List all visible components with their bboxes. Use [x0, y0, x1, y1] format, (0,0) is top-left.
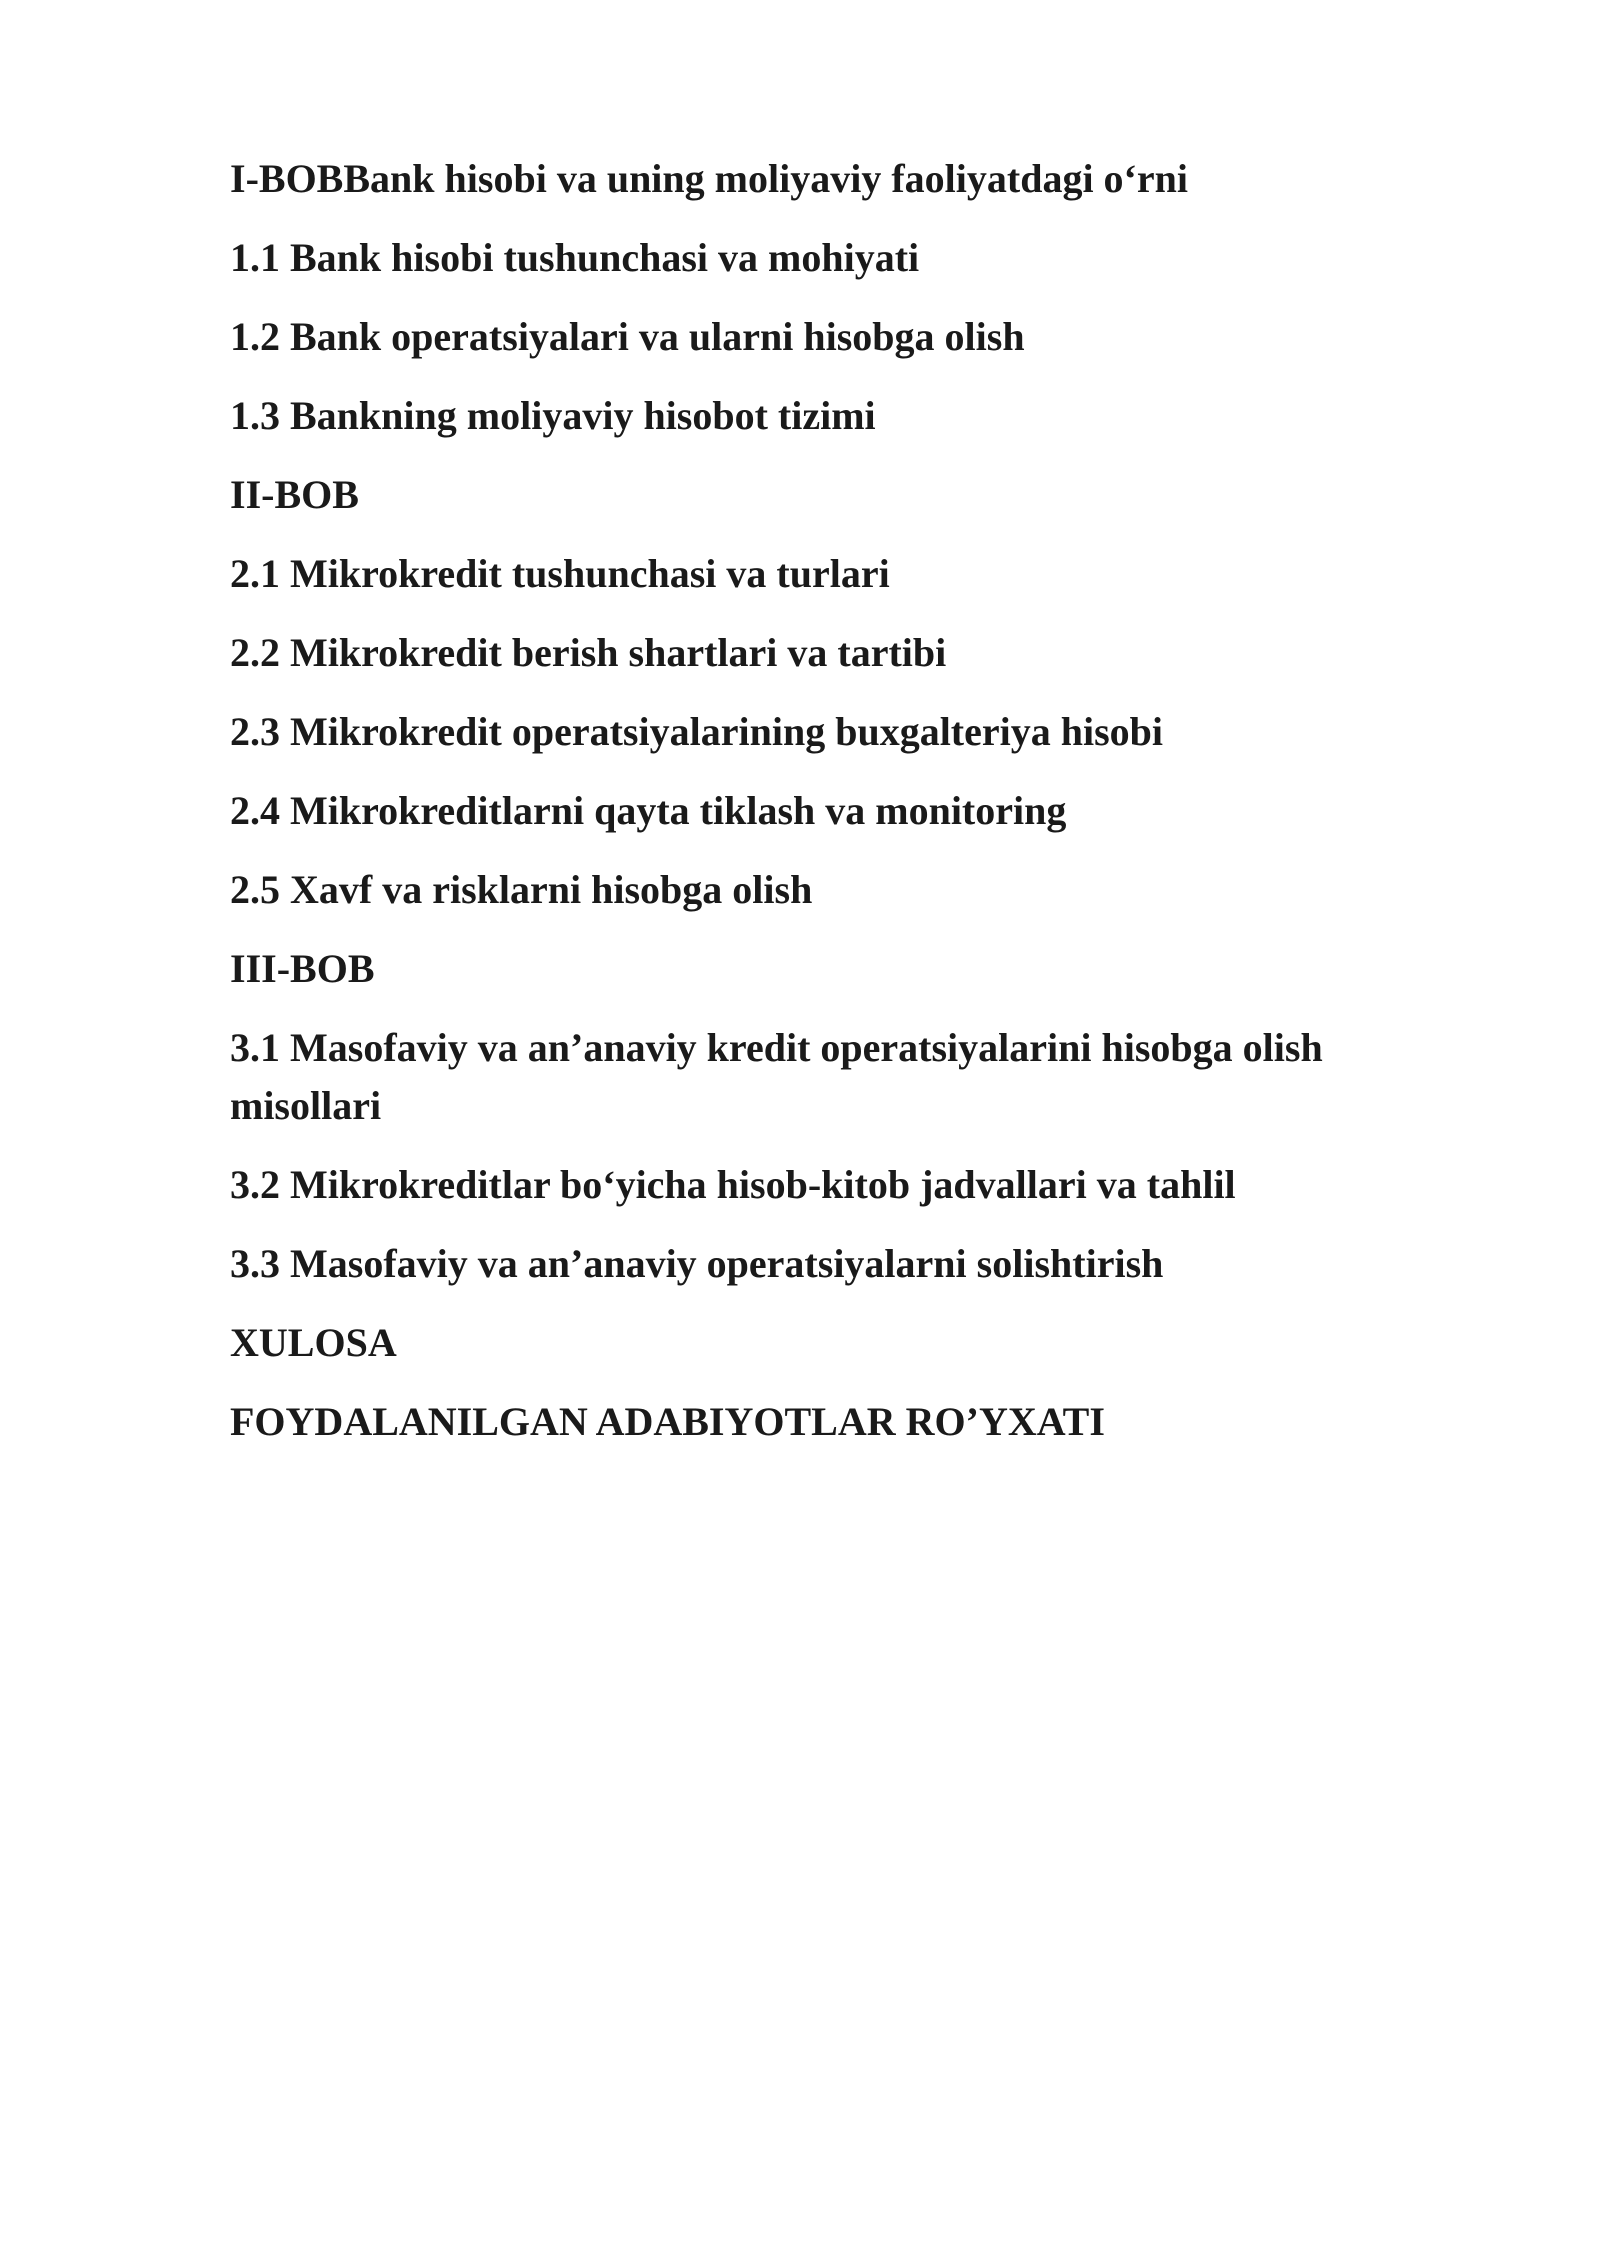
toc-entry-1-3: 1.3 Bankning moliyaviy hisobot tizimi [230, 393, 876, 438]
toc-entry-chapter-1: I-BOBBank hisobi va uning moliyaviy faoliyatdagi o‘rni [230, 156, 1188, 201]
toc-entry-2-3: 2.3 Mikrokredit operatsiyalarining buxgalteriya hisobi [230, 709, 1164, 754]
toc-entry-2-4: 2.4 Mikrokreditlarni qayta tiklash va monitoring [230, 788, 1067, 833]
toc-entry-1-2: 1.2 Bank operatsiyalari va ularni hisobga olish [230, 314, 1025, 359]
toc-entry-3-3: 3.3 Masofaviy va an’anaviy operatsiyalarni solishtirish [230, 1241, 1164, 1286]
toc-entry-chapter-3: III-BOB [230, 946, 375, 991]
toc-entry-2-1: 2.1 Mikrokredit tushunchasi va turlari [230, 551, 890, 596]
toc-entry-2-5: 2.5 Xavf va risklarni hisobga olish [230, 867, 813, 912]
toc-entry-3-1: 3.1 Masofaviy va an’anaviy kredit operatsiyalarini hisobga olish misollari [230, 1025, 1323, 1128]
toc-entry-chapter-2: II-BOB [230, 472, 359, 517]
toc-entry-3-2: 3.2 Mikrokreditlar bo‘yicha hisob-kitob jadvallari va tahlil [230, 1162, 1236, 1207]
toc-entry-conclusion: XULOSA [230, 1320, 397, 1365]
table-of-contents [230, 150, 1430, 1472]
toc-entry-1-1: 1.1 Bank hisobi tushunchasi va mohiyati [230, 235, 920, 280]
toc-entry-references: FOYDALANILGAN ADABIYOTLAR RO’YXATI [230, 1399, 1105, 1444]
toc-entry-2-2: 2.2 Mikrokredit berish shartlari va tartibi [230, 630, 947, 675]
